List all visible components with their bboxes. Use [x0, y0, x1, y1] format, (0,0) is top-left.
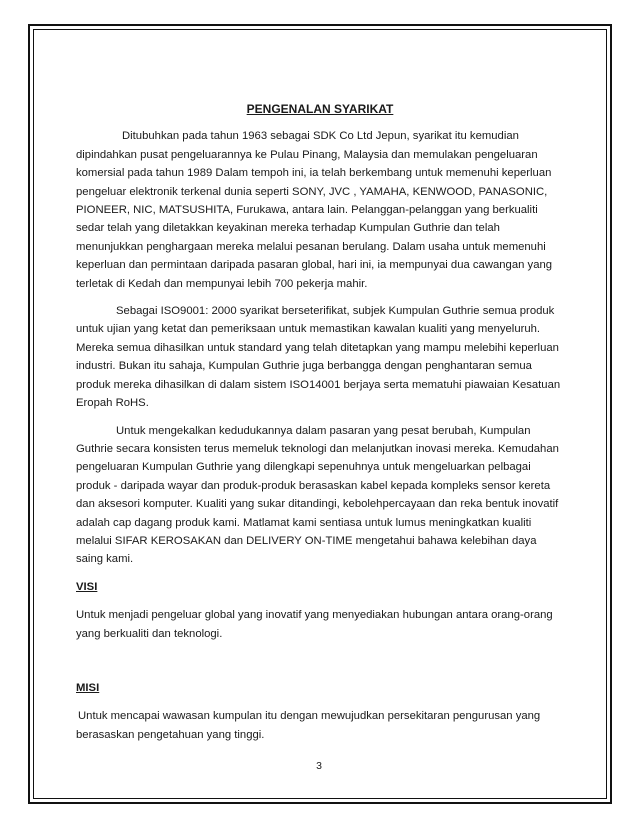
visi-heading: VISI: [76, 580, 98, 593]
misi-heading: MISI: [76, 681, 100, 694]
visi-text: Untuk menjadi pengeluar global yang inovatif yang menyediakan hubungan antara orang-orang yang berkualiti dan teknologi.: [76, 609, 553, 640]
document-title: PENGENALAN SYARIKAT: [246, 102, 394, 116]
paragraph-company-history: Ditubuhkan pada tahun 1963 sebagai SDK Co Ltd Jepun, syarikat itu kemudian dipindahkan pusat pengeluarannya ke Pulau Pinang, Malaysia dan memulakan pengeluaran komersial pada tahun 1989 Dalam tempoh ini, ia telah berkembang untuk memenuhi keperluan pengeluar elektronik terkenal dunia seperti SONY, JVC , YAMAHA, KENWOOD, PANASONIC, PIONEER, NIC, MATSUSHITA, Furukawa, antara lain. Pelanggan-pelanggan yang berkualiti sedar telah yang diletakkan keyakinan mereka terhadap Kumpulan Guthrie dan telah menunjukkan penghargaan mereka melalui pesanan berulang. Dalam usaha untuk memenuhi keperluan dan permintaan daripada pasaran global, hari ini, ia mempunyai dua cawangan yang terletak di Kedah dan mempunyai lebih 700 pekerja mahir.: [76, 130, 553, 290]
misi-text: Untuk mencapai wawasan kumpulan itu dengan mewujudkan persekitaran pengurusan yang berasaskan pengetahuan yang tinggi.: [76, 710, 541, 741]
paragraph-certification: Sebagai ISO9001: 2000 syarikat berseterifikat, subjek Kumpulan Guthrie semua produk untuk ujian yang ketat dan pemeriksaan untuk memastikan kawalan kualiti yang menyeluruh. Mereka semua dihasilkan untuk standard yang telah ditetapkan yang mampu melebihi keperluan industri. Bukan itu sahaja, Kumpulan Guthrie juga berbangga dengan penghantaran semua produk mereka dihasilkan di dalam sistem ISO14001 berjaya serta mematuhi piawaian Kesatuan Eropah RoHS.: [76, 305, 561, 410]
document-body: [76, 100, 564, 753]
paragraph-innovation: Untuk mengekalkan kedudukannya dalam pasaran yang pesat berubah, Kumpulan Guthrie secara konsisten terus memeluk teknologi dan melanjutkan inovasi mereka. Kemudahan pengeluaran Kumpulan Guthrie yang dilengkapi sepenuhnya untuk mengeluarkan pelbagai produk - daripada wayar dan produk-produk berasaskan kabel kepada kompleks sensor kereta dan aksesori komputer. Kualiti yang sukar ditandingi, kebolehpercayaan dan reka bentuk inovatif adalah cap dagang produk kami. Matlamat kami sentiasa untuk lumus meningkatkan kualiti melalui SIFAR KEROSAKAN dan DELIVERY ON-TIME mengetahui bahawa kelebihan daya saing kami.: [76, 424, 559, 566]
page-number: 3: [316, 760, 322, 772]
